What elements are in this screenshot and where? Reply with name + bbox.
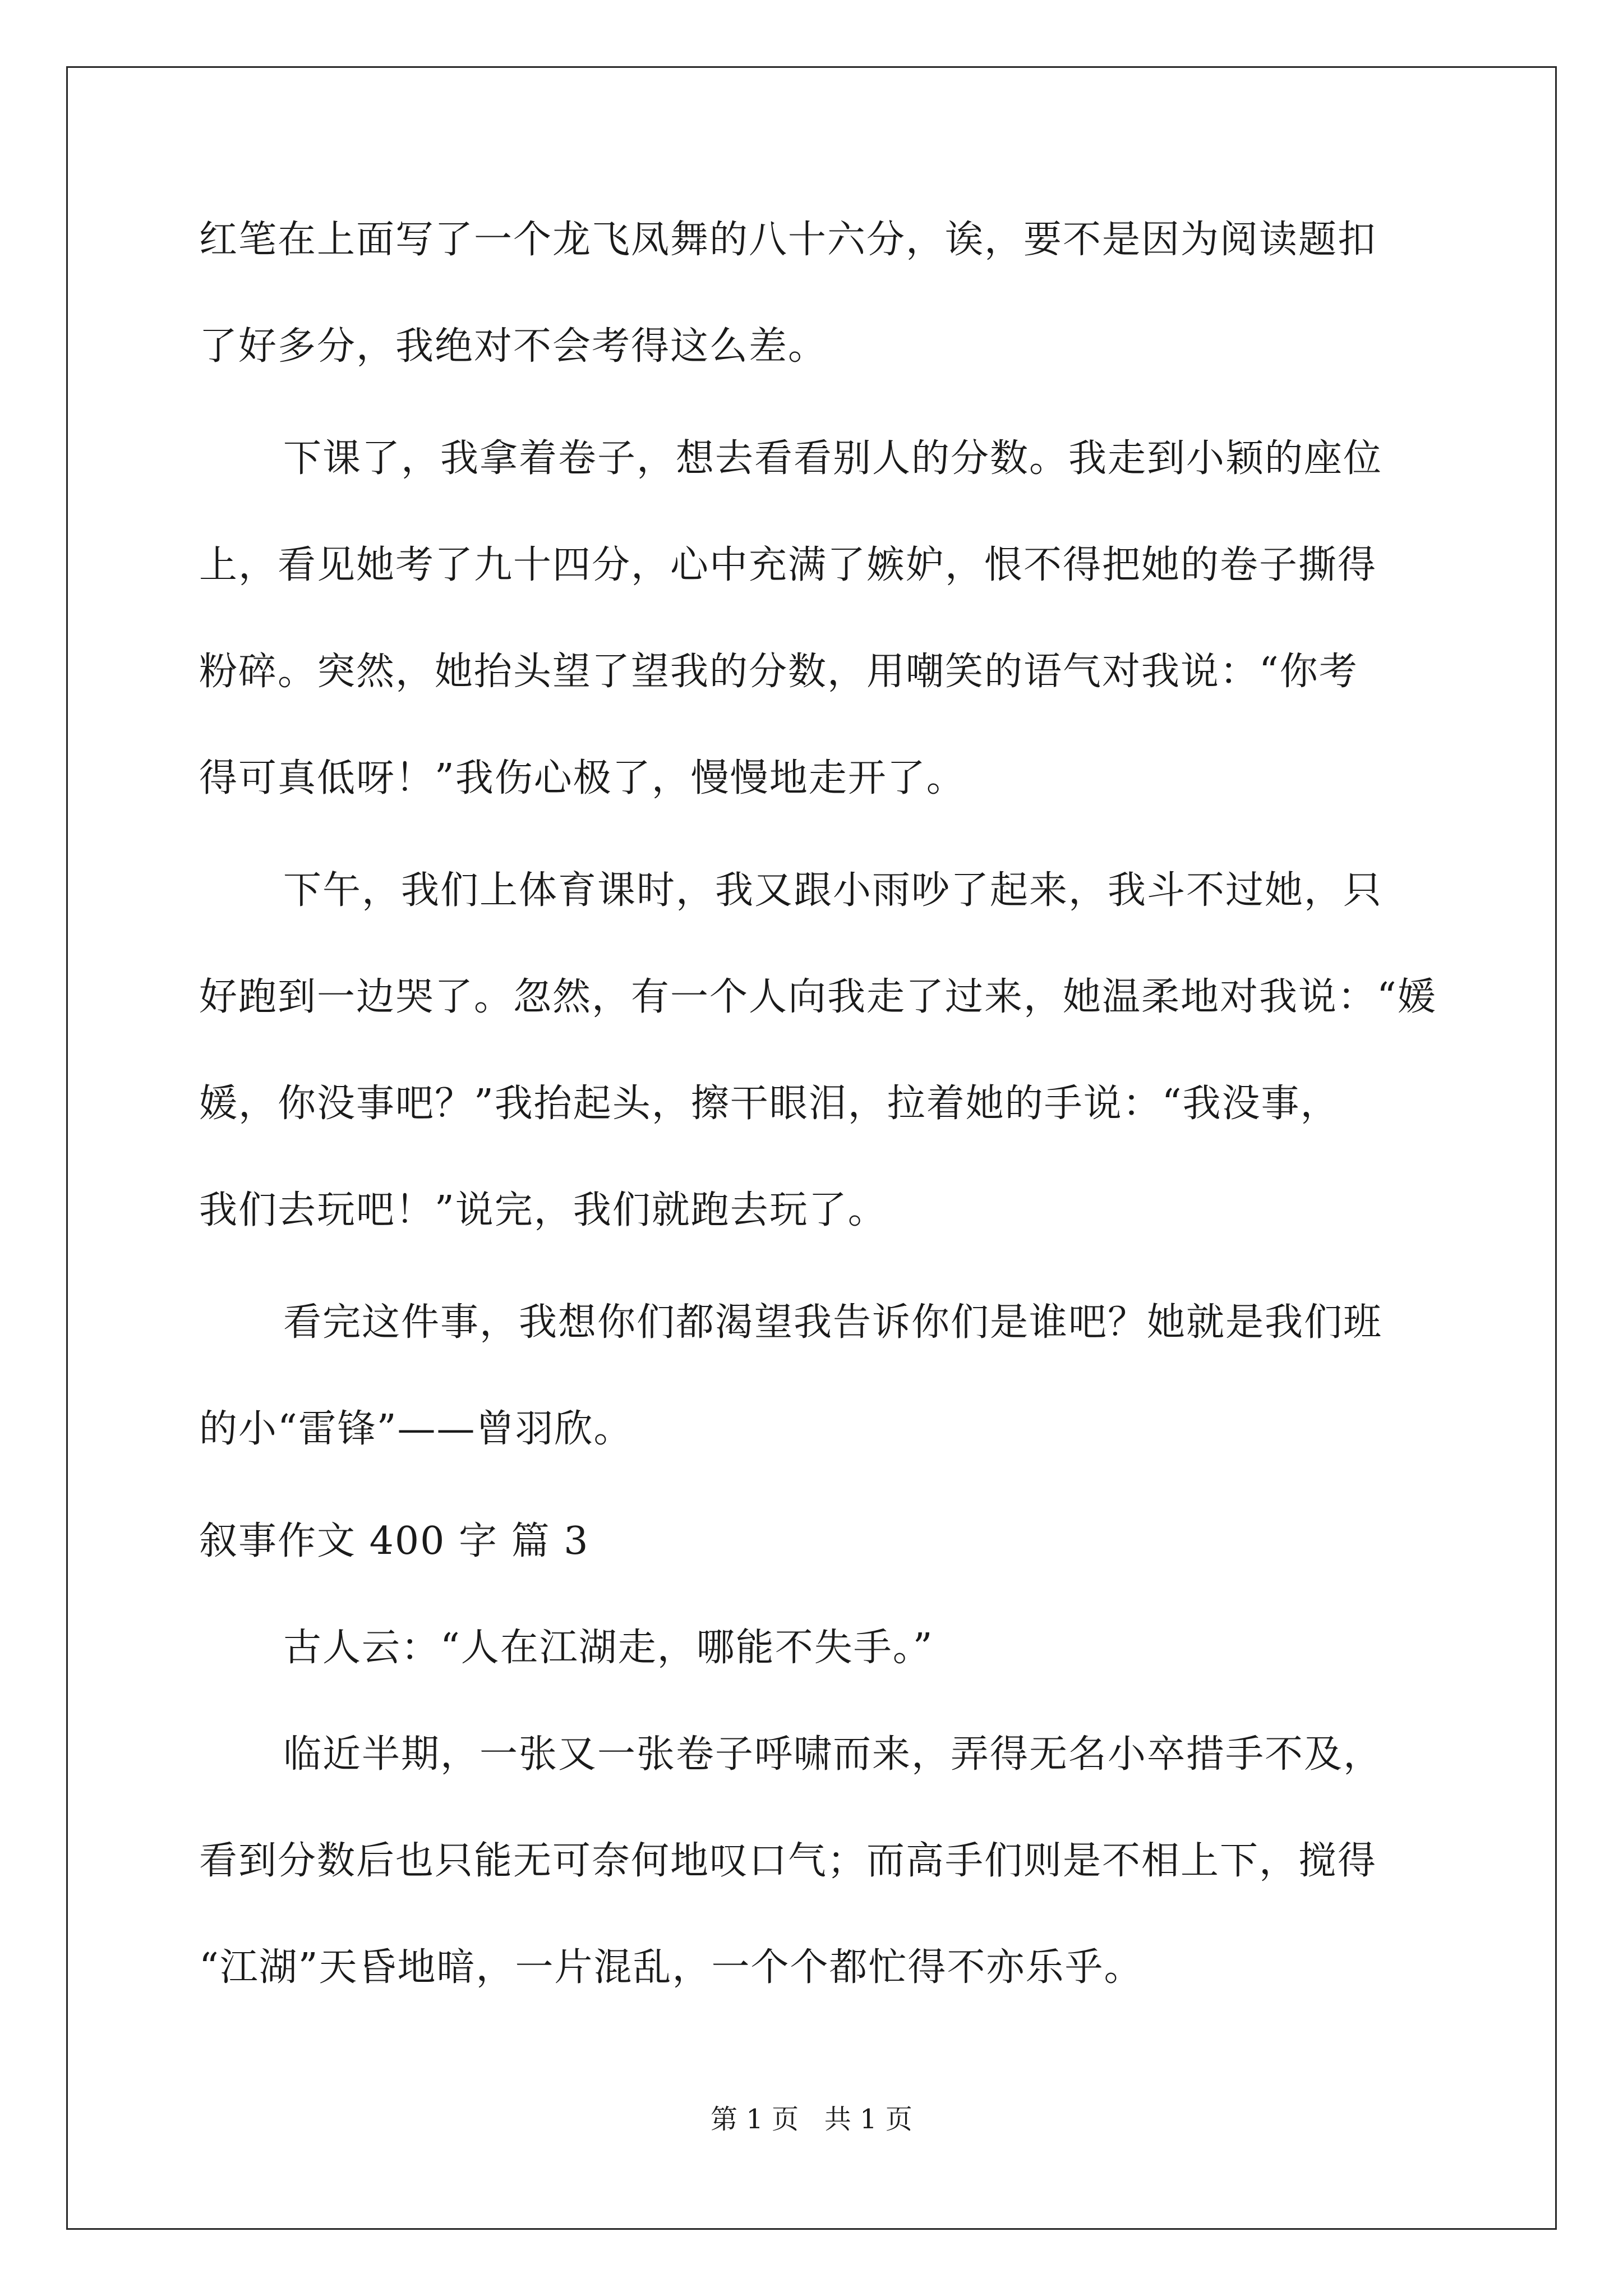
text-line: 粉碎。突然，她抬头望了望我的分数，用嘲笑的语气对我说：“你考 — [199, 650, 1358, 694]
section-heading: 叙事作文 400 字 篇 3 — [199, 1519, 589, 1563]
page-number-footer: 第 1 页 共 1 页 — [711, 2104, 912, 2135]
text-line: 上，看见她考了九十四分，心中充满了嫉妒，恨不得把她的卷子撕得 — [199, 543, 1377, 587]
text-line: 我们去玩吧！”说完，我们就跑去玩了。 — [199, 1188, 887, 1232]
paragraph-first-line: 下午，我们上体育课时，我又跟小雨吵了起来，我斗不过她，只 — [283, 868, 1383, 913]
text-line: “江湖”天昏地暗，一片混乱，一个个都忙得不亦乐乎。 — [199, 1945, 1144, 1990]
text-line: 媛，你没事吧？”我抬起头，擦干眼泪，拉着她的手说：“我没事， — [199, 1082, 1340, 1126]
page-border — [66, 66, 1557, 2230]
text-line: 了好多分，我绝对不会考得这么差。 — [199, 324, 828, 369]
text-line: 得可真低呀！”我伤心极了，慢慢地走开了。 — [199, 756, 966, 800]
paragraph-first-line: 临近半期，一张又一张卷子呼啸而来，弄得无名小卒措手不及， — [283, 1732, 1383, 1777]
text-line: 红笔在上面写了一个龙飞凤舞的八十六分，诶，要不是因为阅读题扣 — [199, 218, 1377, 262]
paragraph-first-line: 古人云：“人在江湖走，哪能不失手。” — [283, 1626, 934, 1670]
text-line: 的小“雷锋”——曾羽欣。 — [199, 1407, 633, 1451]
text-line: 好跑到一边哭了。忽然，有一个人向我走了过来，她温柔地对我说：“媛 — [199, 975, 1437, 1019]
paragraph-first-line: 看完这件事，我想你们都渴望我告诉你们是谁吧？她就是我们班 — [283, 1300, 1383, 1345]
paragraph-first-line: 下课了，我拿着卷子，想去看看别人的分数。我走到小颖的座位 — [283, 436, 1383, 481]
text-line: 看到分数后也只能无可奈何地叹口气；而高手们则是不相上下，搅得 — [199, 1839, 1377, 1883]
